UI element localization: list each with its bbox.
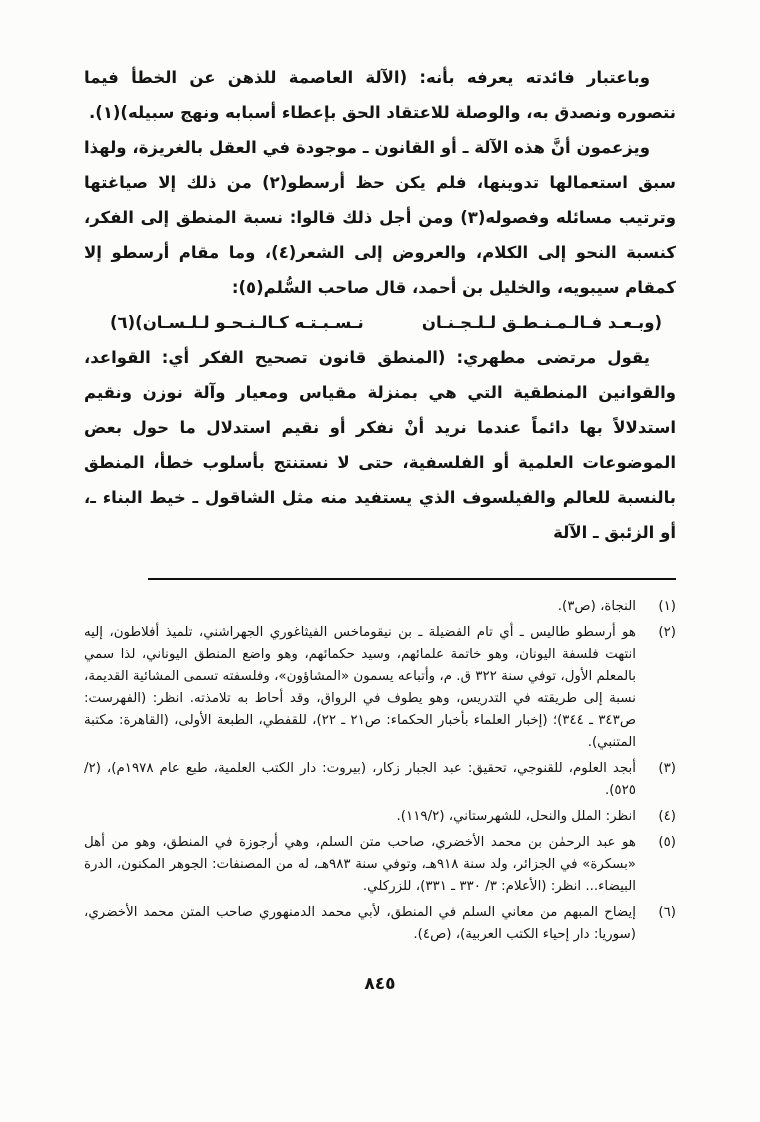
- footnote-3: [84, 758, 676, 802]
- paragraph-definition: وباعتبار فائدته يعرفه بأنه: (الآلة العاصمة للذهن عن الخطأ فيما نتصوره ونصدق به، والوصلة للاعتقاد الحق بإعطاء أسبابه ونهج سبيله)(١).: [84, 68, 676, 122]
- footnote-4: [84, 806, 676, 828]
- footnotes-block: [84, 596, 676, 946]
- page-number: ٨٤٥: [364, 974, 396, 994]
- footnote-number: (١): [658, 599, 676, 614]
- main-text-block: [84, 60, 676, 550]
- paragraph-logic-innate: ويزعمون أنَّ هذه الآلة ـ أو القانون ـ موجودة في العقل بالغريزة، ولهذا سبق استعمالها تدوينها، فلم يكن حظ أرسطو(٢) من ذلك إلا صياغتها وترتيب مسائله وفصوله(٣) ومن أجل ذلك قالوا: نسبة المنطق إلى الفكر، كنسبة النحو إلى الكلام، والعروض إلى الشعر(٤)، وما مقام أرسطو إلا كمقام سيبويه، والخليل بن أحمد، قال صاحب السُّلم(٥):: [84, 138, 676, 297]
- footnote-number: (٦): [658, 905, 676, 920]
- verse-line: [84, 305, 676, 340]
- footnote-text: النجاة، (ص٣).: [557, 599, 636, 614]
- footnote-6: [84, 902, 676, 946]
- verse-second-hemistich: نـسـبـتـه كـالـنـحـو لـلـسـان)(٦): [110, 313, 364, 332]
- footnote-5: [84, 832, 676, 898]
- footnote-number: (٢): [658, 625, 676, 640]
- footnote-text: انظر: الملل والنحل، للشهرستاني، (١١٩/٢).: [396, 809, 636, 824]
- footnote-1: [84, 596, 676, 618]
- footnote-text: هو أرسطو طاليس ـ أي تام الفضيلة ـ بن نيقوماخس الفيثاغوري الجهراشني، تلميذ أفلاطون، إليه انتهت فلسفة اليونان، وهو خاتمة علمائهم، وسيد حكمائهم، وهو واضع المنطق اليوناني، لذا سمي بالمعلم الأول، توفي سنة ٣٢٢ ق. م، وأتباعه يسمون «المشاؤون»، وفلسفته تسمى المشائية القديمة، نسبة إلى طريقته في التدريس، وهو يطوف في الرواق، وقد أحاط به تلامذته. انظر: (الفهرست: ص٣٤٣ ـ ٣٤٤)؛ (إخبار العلماء بأخبار الحكماء: ص٢١ ـ ٢٢)، للقفطي، الطبعة الأولى، (القاهرة: مكتبة المتنبي).: [84, 625, 637, 750]
- footnote-number: (٤): [658, 809, 676, 824]
- footnote-number: (٥): [658, 835, 676, 850]
- paragraph-motahhari-quote: يقول مرتضى مطهري: (المنطق قانون تصحيح الفكر أي: القواعد، والقوانين المنطقية التي هي بمنزلة مقياس ومعيار وآلة نوزن ونقيم استدلالاً بها دائماً عندما نريد أنْ نفكر أو نقيم استدلال ما حول بعض الموضوعات العلمية أو الفلسفية، حتى لا نستنتج بأسلوب خطأ، المنطق بالنسبة للعالم والفيلسوف الذي يستفيد منه مثل الشاقول ـ خيط البناء ـ، أو الزئبق ـ الآلة: [84, 348, 676, 542]
- footnote-number: (٣): [658, 761, 676, 776]
- footnote-2: [84, 622, 676, 754]
- footnote-separator-rule: [148, 578, 676, 580]
- footnote-text: أبجد العلوم، للقنوجي، تحقيق: عبد الجبار زكار، (بيروت: دار الكتب العلمية، طبع عام ١٩٧٨م)، (٢/ ٥٢٥).: [84, 761, 636, 798]
- footnote-text: هو عبد الرحمٰن بن محمد الأخضري، صاحب متن السلم، وهي أرجوزة في المنطق، وهو من أهل «بسكرة» في الجزائر، ولد سنة ٩١٨هـ، وتوفي سنة ٩٨٣هـ، له من المصنفات: الجوهر المكنون، الدرة البيضاء... انظر: (الأعلام: ٣/ ٣٣٠ ـ ٣٣١)، للزركلي.: [84, 835, 636, 894]
- verse-first-hemistich: (وبـعـد فـالـمـنـطـق لـلـجـنـان: [421, 313, 662, 332]
- footnote-text: إيضاح المبهم من معاني السلم في المنطق، لأبي محمد الدمنهوري صاحب المتن محمد الأخضري، (سوريا: دار إحياء الكتب العربية)، (ص٤).: [84, 905, 636, 942]
